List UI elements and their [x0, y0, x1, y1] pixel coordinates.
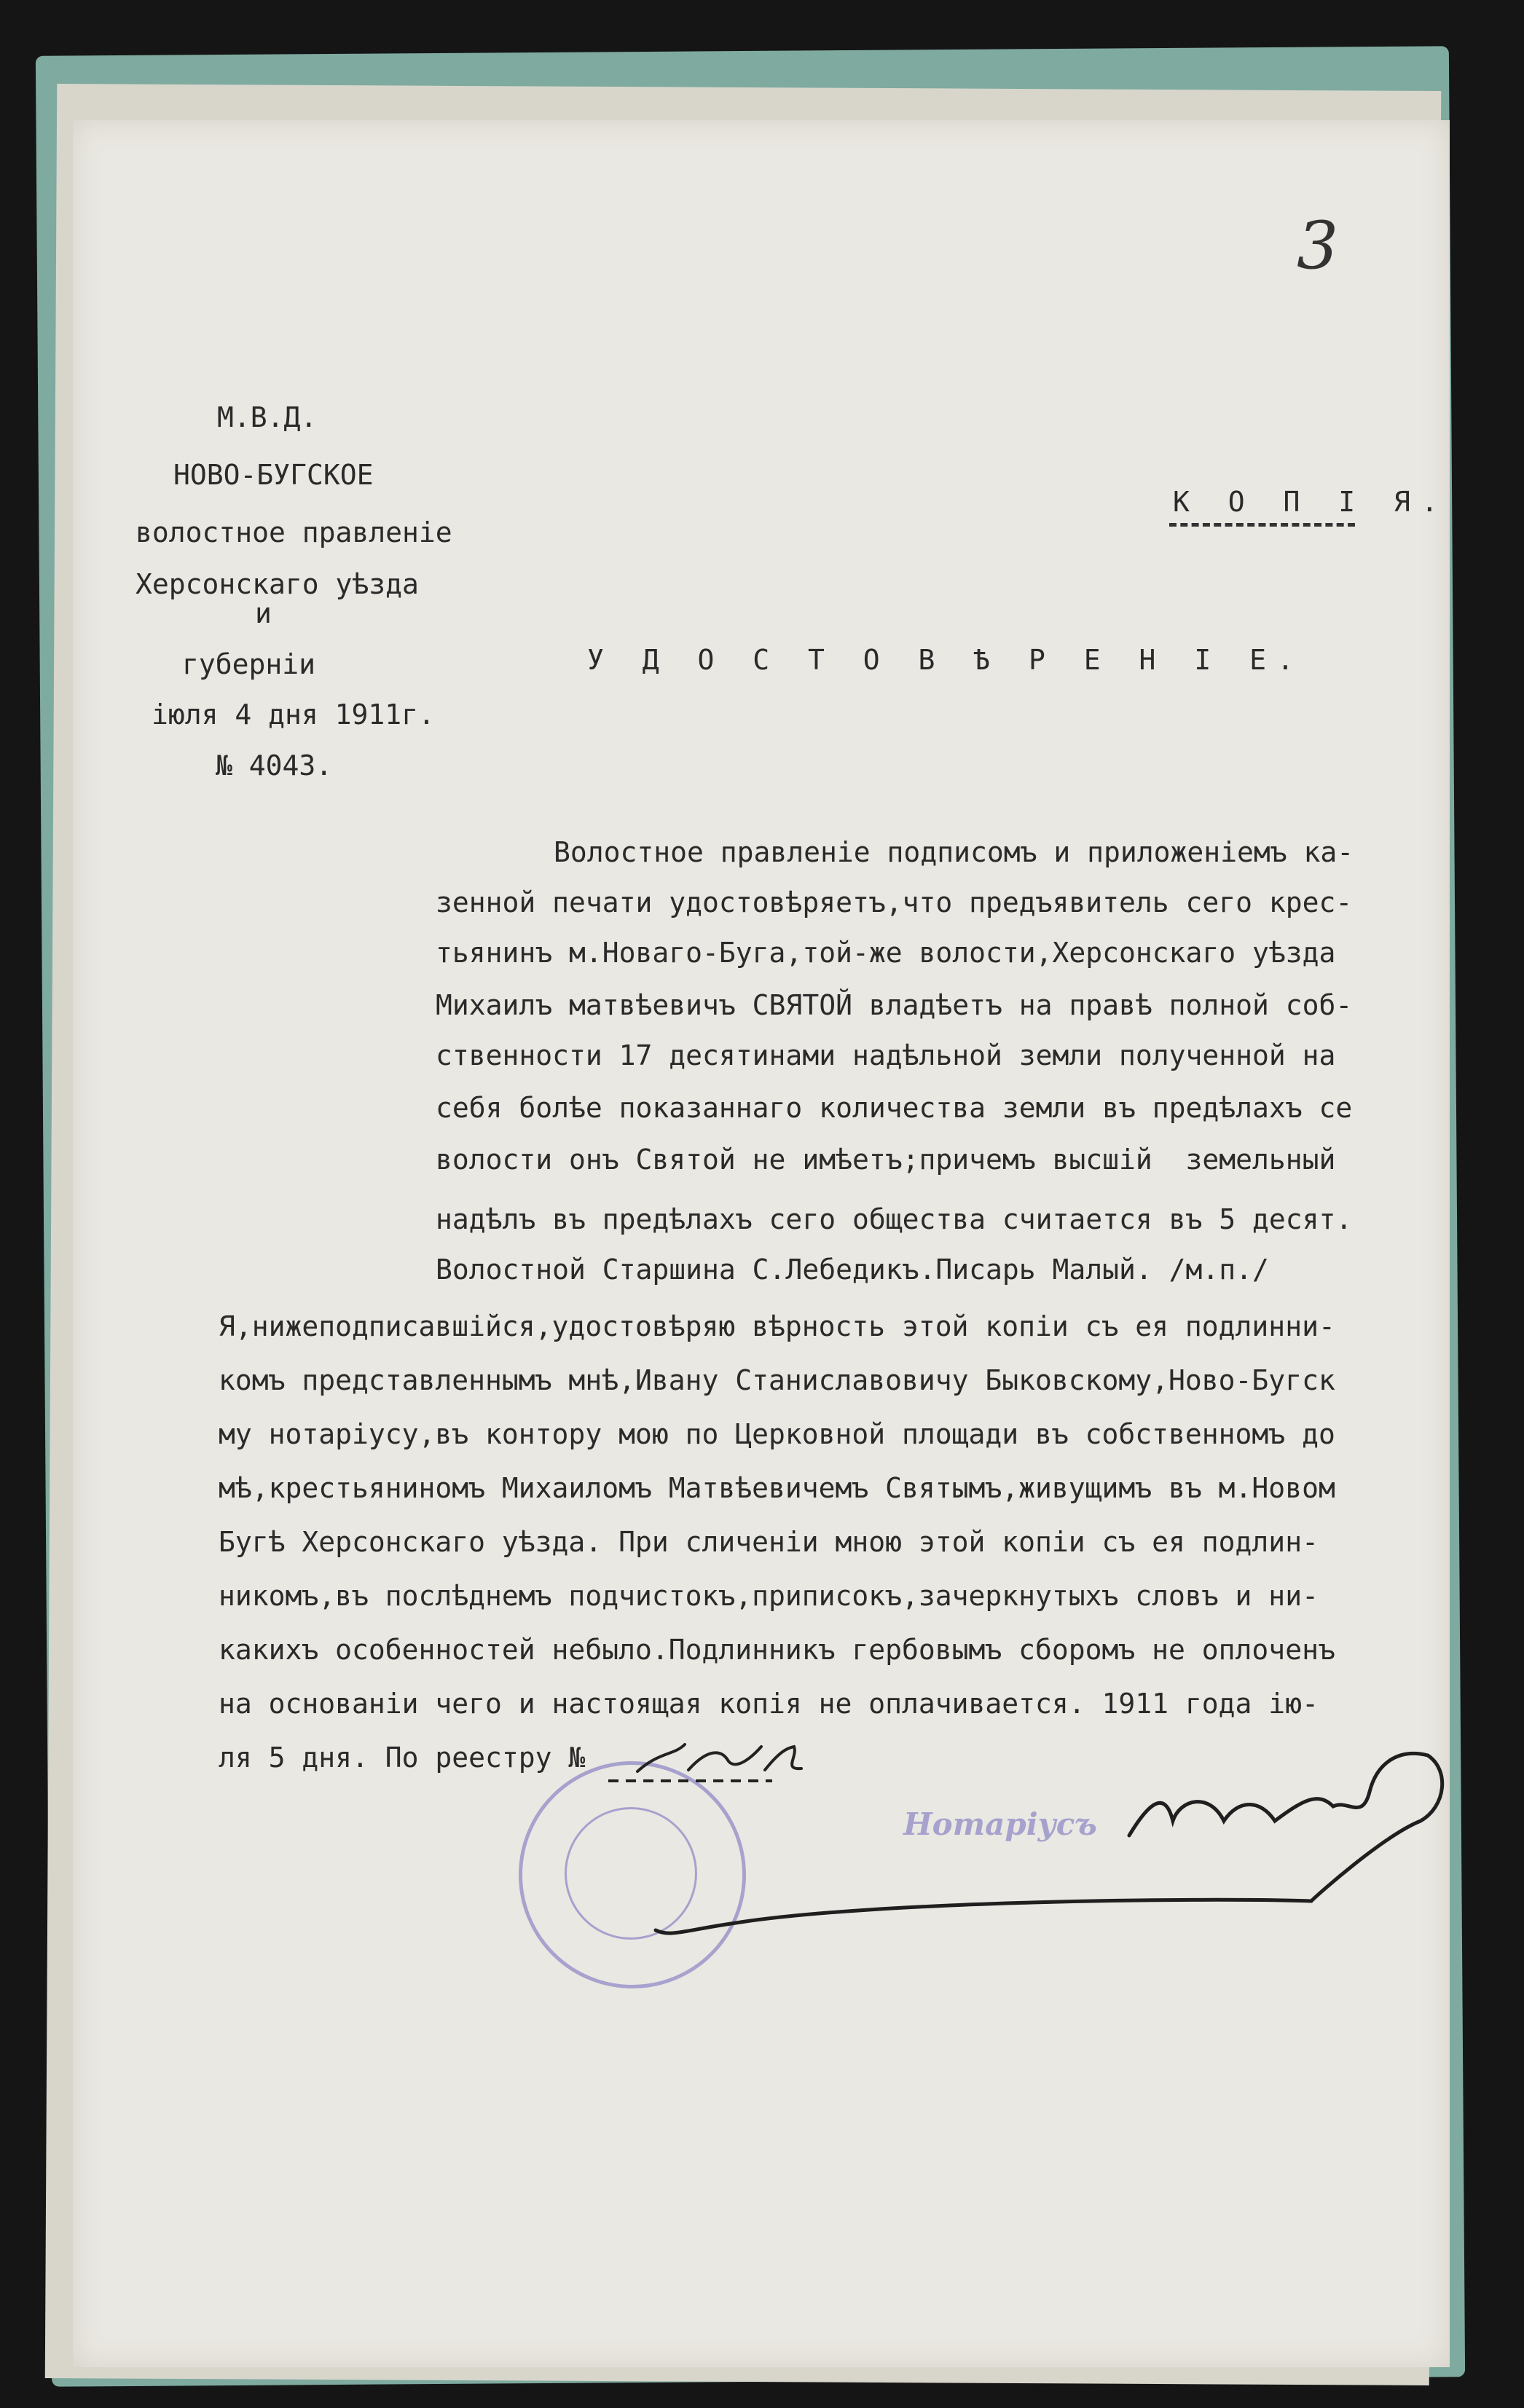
certificate-line: тьянинъ м.Новаго-Буга,той-же волости,Херсонскаго уѣзда [436, 937, 1336, 969]
header-volost-name: НОВО-БУГСКОЕ [173, 459, 374, 491]
certificate-line: Михаилъ матвѣевичъ СВЯТОЙ владѣетъ на правѣ полной соб- [436, 989, 1353, 1021]
registry-line: ля 5 дня. По реестру № [219, 1742, 586, 1774]
header-uezd: Херсонскаго уѣзда [135, 568, 419, 600]
header-gubernia: губерніи [182, 648, 316, 680]
certificate-line: надѣлъ въ предѣлахъ сего общества считается въ 5 десят. [436, 1203, 1353, 1235]
certificate-line: ственности 17 десятинами надѣльной земли полученной на [436, 1039, 1336, 1071]
registry-number-handwritten [637, 1744, 801, 1771]
notary-line: какихъ особенностей небыло.Подлинникъ гербовымъ сборомъ не оплоченъ [219, 1634, 1335, 1666]
notary-line: комъ представленнымъ мнѣ,Ивану Станиславовичу Быковскому,Ново-Бугск [219, 1364, 1335, 1396]
notary-line: мѣ,крестьяниномъ Михаиломъ Матвѣевичемъ Святымъ,живущимъ въ м.Новом [219, 1472, 1335, 1504]
certificate-signatories: Волостной Старшина С.Лебедикъ.Писарь Малый. /м.п./ [436, 1254, 1269, 1286]
notary-line: никомъ,въ послѣднемъ подчистокъ,приписокъ,зачеркнутыхъ словъ и ни- [219, 1580, 1319, 1612]
header-office: волостное правленіе [135, 516, 452, 548]
notary-line: му нотаріусу,въ контору мою по Церковной площади въ собственномъ до [219, 1418, 1335, 1450]
notary-line: на основаніи чего и настоящая копія не оплачивается. 1911 года ію- [219, 1688, 1319, 1720]
notary-line: Бугѣ Херсонскаго уѣзда. При сличеніи мною этой копіи съ ея подлин- [219, 1526, 1319, 1558]
header-ministry: М.В.Д. [217, 401, 318, 433]
certificate-line: волости онъ Святой не имѣетъ;причемъ высшій земельный [436, 1144, 1336, 1176]
archive-sheet-number: 3 [1297, 208, 1339, 284]
document-title: У Д О С Т О В Ѣ Р Е Н І Е. [587, 644, 1305, 676]
header-number: № 4043. [216, 749, 333, 782]
header-date: іюля 4 дня 1911г. [152, 699, 435, 731]
copy-label: К О П І Я. [1173, 486, 1449, 518]
notary-line: Я,нижеподписавшійся,удостовѣряю вѣрность этой копіи съ ея подлинни- [219, 1310, 1335, 1342]
notary-stamp-label: Нотаріусъ [903, 1806, 1097, 1842]
certificate-line: себя болѣе показаннаго количества земли въ предѣлахъ се [436, 1092, 1353, 1124]
certificate-line: зенной печати удостовѣряетъ,что предъявитель сего крес- [436, 886, 1353, 918]
certificate-line: Волостное правленіе подписомъ и приложеніемъ ка- [554, 836, 1354, 868]
header-conjunction: и [255, 597, 272, 629]
notary-signature [656, 1753, 1442, 1933]
